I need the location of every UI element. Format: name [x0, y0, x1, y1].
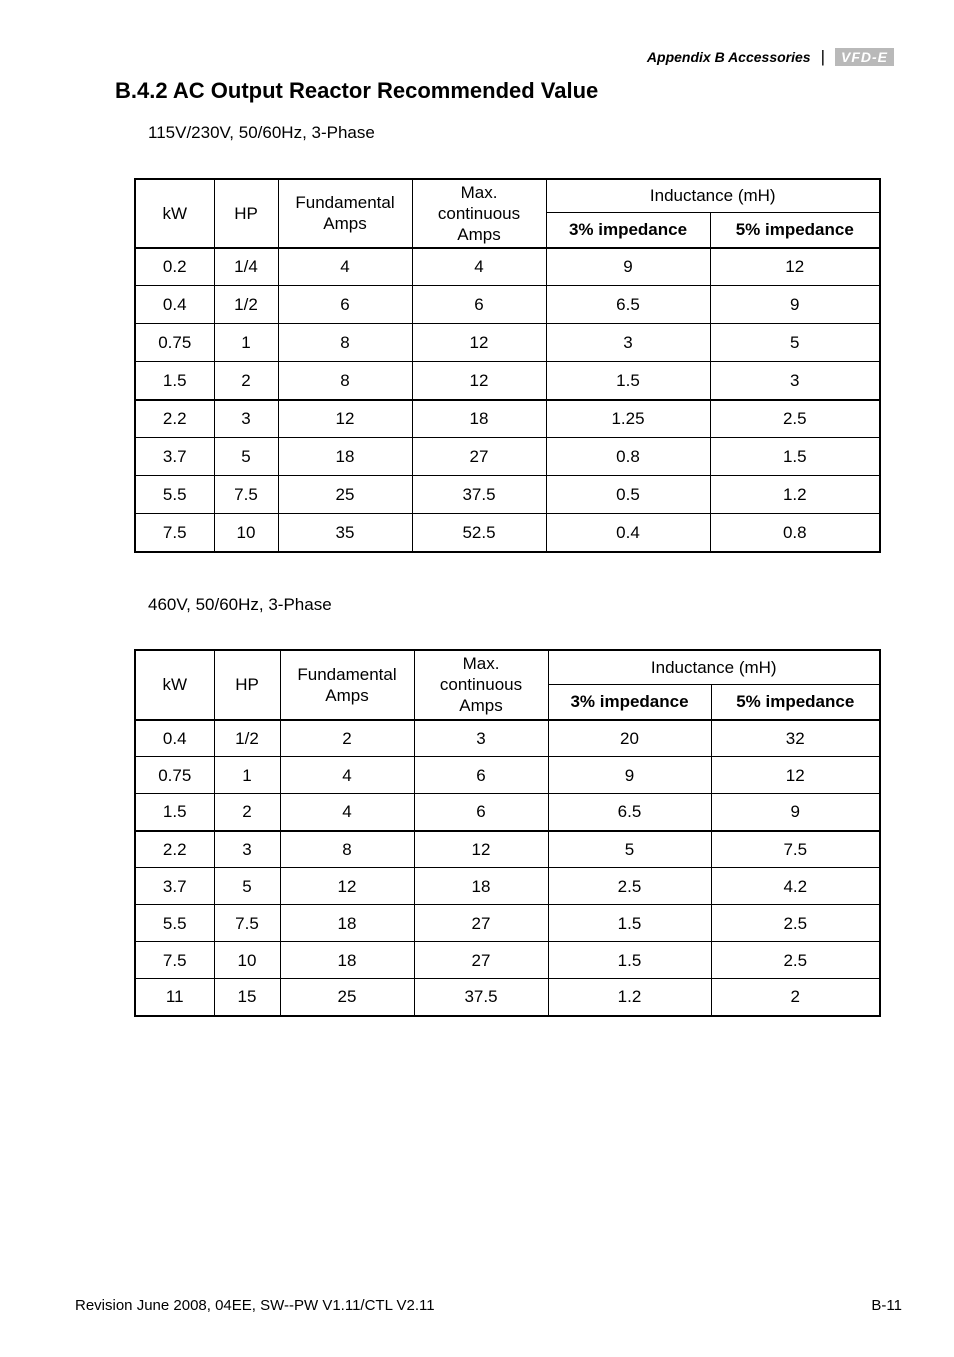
table-cell: 52.5 — [412, 514, 546, 552]
table-cell: 7.5 — [135, 942, 214, 979]
table-cell: 0.8 — [546, 438, 710, 476]
table-cell: 1.5 — [548, 942, 711, 979]
table-cell: 11 — [135, 979, 214, 1016]
table-cell: 8 — [280, 831, 414, 868]
table-cell: 2.5 — [711, 905, 880, 942]
table-cell: 3.7 — [135, 868, 214, 905]
table-cell: 7.5 — [214, 476, 278, 514]
table-cell: 3 — [546, 324, 710, 362]
table-cell: 0.4 — [135, 720, 214, 757]
table-row — [135, 905, 880, 942]
footer-page-number: B-11 — [871, 1297, 902, 1314]
table-cell: 37.5 — [412, 476, 546, 514]
table-row — [135, 831, 880, 868]
table-row — [135, 514, 880, 552]
table-cell: 25 — [280, 979, 414, 1016]
header-kw: kW — [135, 179, 214, 248]
table-cell: 7.5 — [135, 514, 214, 552]
table-row — [135, 942, 880, 979]
table-cell: 1.5 — [135, 362, 214, 400]
table-1-body — [135, 248, 880, 552]
table-cell: 6 — [414, 757, 548, 794]
table-cell: 25 — [278, 476, 412, 514]
header-max-continuous-amps: Max. continuous Amps — [414, 650, 548, 720]
table-cell: 5 — [214, 868, 280, 905]
footer-revision: Revision June 2008, 04EE, SW--PW V1.11/CTL V2.11 — [75, 1297, 435, 1314]
table-cell: 18 — [278, 438, 412, 476]
table-cell: 1 — [214, 757, 280, 794]
table-cell: 4 — [280, 757, 414, 794]
table-cell: 27 — [414, 942, 548, 979]
table-row — [135, 248, 880, 286]
reactor-table-230v — [134, 178, 881, 553]
header-kw: kW — [135, 650, 214, 720]
table-cell: 37.5 — [414, 979, 548, 1016]
header-5pct-impedance: 5% impedance — [711, 684, 880, 720]
table-cell: 0.2 — [135, 248, 214, 286]
header-hp: HP — [214, 650, 280, 720]
table-cell: 27 — [414, 905, 548, 942]
table-cell: 9 — [546, 248, 710, 286]
table-row — [135, 979, 880, 1016]
table-row — [135, 757, 880, 794]
header-inductance: Inductance (mH) — [546, 179, 880, 212]
table-cell: 35 — [278, 514, 412, 552]
table-cell: 0.8 — [710, 514, 880, 552]
page-header — [647, 47, 894, 67]
table-row — [135, 286, 880, 324]
vfd-logo: VFD-E — [835, 48, 894, 66]
table-cell: 1.25 — [546, 400, 710, 438]
table-row — [135, 868, 880, 905]
table-cell: 32 — [711, 720, 880, 757]
table-cell: 18 — [414, 868, 548, 905]
table-cell: 6 — [414, 794, 548, 831]
table-cell: 12 — [412, 324, 546, 362]
table-cell: 8 — [278, 362, 412, 400]
table-cell: 5 — [710, 324, 880, 362]
table-cell: 3.7 — [135, 438, 214, 476]
table-cell: 2.5 — [548, 868, 711, 905]
table-cell: 3 — [214, 831, 280, 868]
header-fundamental-amps: Fundamental Amps — [278, 179, 412, 248]
table-2-body — [135, 720, 880, 1016]
table-row — [135, 794, 880, 831]
header-max-continuous-amps: Max. continuous Amps — [412, 179, 546, 248]
header-inductance: Inductance (mH) — [548, 650, 880, 684]
table-cell: 1.2 — [548, 979, 711, 1016]
table-row — [135, 324, 880, 362]
table-cell: 4 — [412, 248, 546, 286]
table-cell: 18 — [280, 942, 414, 979]
table-cell: 10 — [214, 514, 278, 552]
table-cell: 18 — [280, 905, 414, 942]
table-cell: 4 — [280, 794, 414, 831]
table-cell: 5.5 — [135, 905, 214, 942]
table-cell: 8 — [278, 324, 412, 362]
table-cell: 1.5 — [546, 362, 710, 400]
table-cell: 12 — [278, 400, 412, 438]
table-cell: 15 — [214, 979, 280, 1016]
table-cell: 1.5 — [710, 438, 880, 476]
header-3pct-impedance: 3% impedance — [546, 212, 710, 248]
table-cell: 12 — [412, 362, 546, 400]
header-5pct-impedance: 5% impedance — [710, 212, 880, 248]
table-cell: 6 — [278, 286, 412, 324]
table-cell: 1/4 — [214, 248, 278, 286]
section-title: B.4.2 AC Output Reactor Recommended Value — [115, 78, 599, 103]
table-cell: 1/2 — [214, 720, 280, 757]
table-1-subtitle: 115V/230V, 50/60Hz, 3-Phase — [148, 123, 375, 142]
header-fundamental-amps: Fundamental Amps — [280, 650, 414, 720]
table-cell: 3 — [214, 400, 278, 438]
table-cell: 0.75 — [135, 757, 214, 794]
table-cell: 5 — [548, 831, 711, 868]
table-cell: 0.4 — [135, 286, 214, 324]
table-2-subtitle: 460V, 50/60Hz, 3-Phase — [148, 595, 332, 614]
table-cell: 0.5 — [546, 476, 710, 514]
table-cell: 12 — [414, 831, 548, 868]
table-cell: 2.2 — [135, 831, 214, 868]
table-cell: 1/2 — [214, 286, 278, 324]
table-cell: 0.75 — [135, 324, 214, 362]
table-cell: 3 — [710, 362, 880, 400]
table-cell: 7.5 — [711, 831, 880, 868]
table-cell: 2 — [214, 362, 278, 400]
table-cell: 10 — [214, 942, 280, 979]
table-row — [135, 720, 880, 757]
header-3pct-impedance: 3% impedance — [548, 684, 711, 720]
table-cell: 12 — [710, 248, 880, 286]
reactor-table-460v — [134, 649, 881, 1017]
table-cell: 2 — [711, 979, 880, 1016]
table-row — [135, 438, 880, 476]
table-cell: 1 — [214, 324, 278, 362]
table-row — [135, 476, 880, 514]
table-cell: 3 — [414, 720, 548, 757]
table-cell: 6 — [412, 286, 546, 324]
table-cell: 27 — [412, 438, 546, 476]
table-cell: 2.5 — [711, 942, 880, 979]
table-cell: 2 — [214, 794, 280, 831]
table-cell: 2.2 — [135, 400, 214, 438]
header-separator: | — [820, 47, 825, 66]
table-cell: 4 — [278, 248, 412, 286]
table-cell: 5.5 — [135, 476, 214, 514]
table-row — [135, 362, 880, 400]
table-cell: 7.5 — [214, 905, 280, 942]
table-cell: 12 — [711, 757, 880, 794]
table-cell: 18 — [412, 400, 546, 438]
table-cell: 5 — [214, 438, 278, 476]
table-cell: 0.4 — [546, 514, 710, 552]
table-cell: 9 — [710, 286, 880, 324]
table-cell: 9 — [548, 757, 711, 794]
table-cell: 6.5 — [548, 794, 711, 831]
table-cell: 9 — [711, 794, 880, 831]
header-hp: HP — [214, 179, 278, 248]
table-row — [135, 400, 880, 438]
table-cell: 2.5 — [710, 400, 880, 438]
table-cell: 2 — [280, 720, 414, 757]
table-cell: 12 — [280, 868, 414, 905]
table-cell: 6.5 — [546, 286, 710, 324]
table-cell: 4.2 — [711, 868, 880, 905]
table-cell: 1.5 — [135, 794, 214, 831]
table-cell: 1.2 — [710, 476, 880, 514]
appendix-label: Appendix B Accessories — [646, 49, 811, 65]
table-cell: 1.5 — [548, 905, 711, 942]
table-cell: 20 — [548, 720, 711, 757]
